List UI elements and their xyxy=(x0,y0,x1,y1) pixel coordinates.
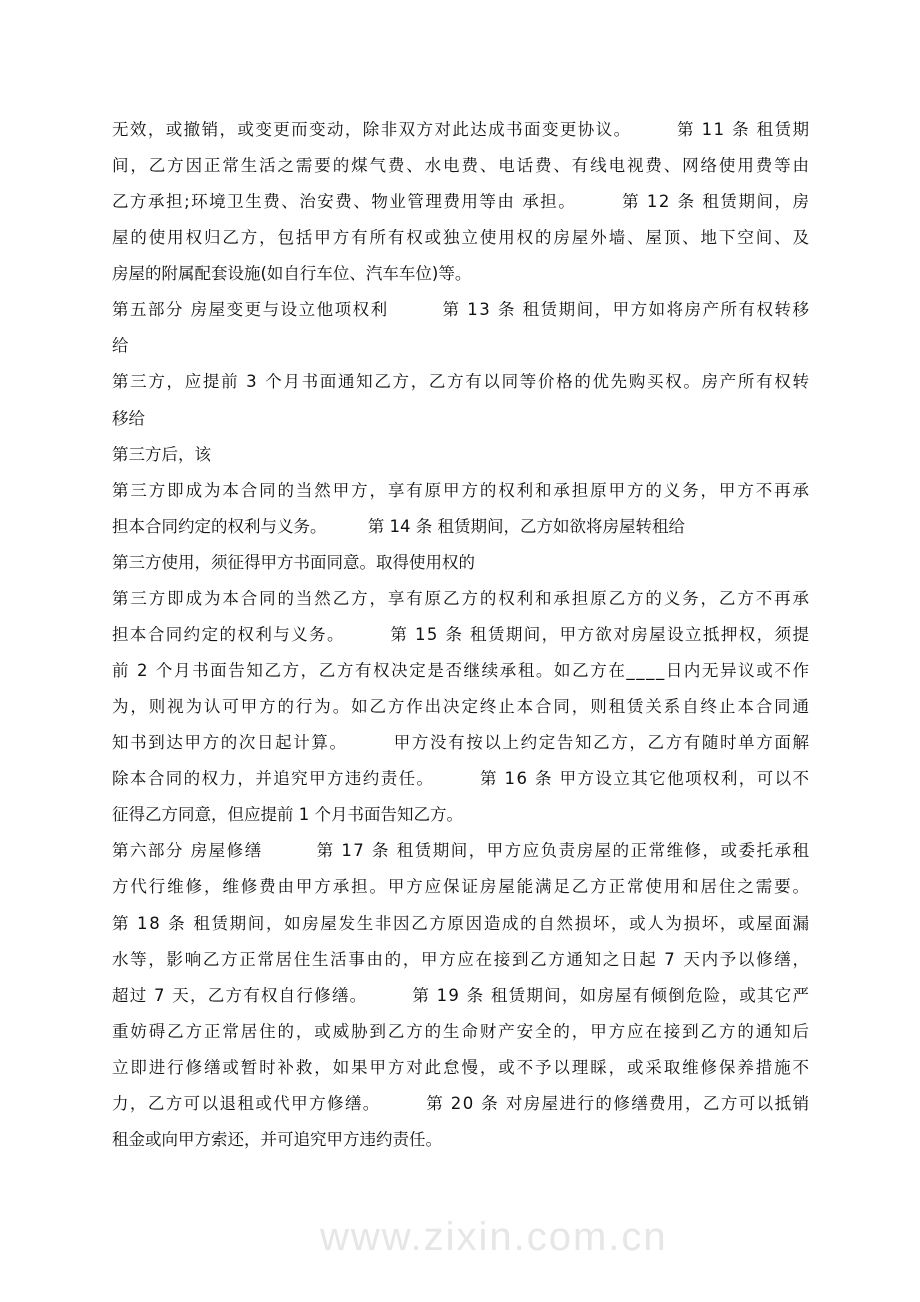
text-line: 第三方后，该 xyxy=(112,445,211,464)
text-line: 第三方即成为本合同的当然甲方，享有原甲方的权利和承担原甲方的义务，甲方不再承 xyxy=(112,481,811,500)
text-line: 给 xyxy=(112,336,129,355)
text-line: 第三方，应提前 3 个月书面通知乙方，乙方有以同等价格的优先购买权。房产所有权转 xyxy=(112,372,811,391)
text-line: 重妨碍乙方正常居住的，或威胁到乙方的生命财产安全的，甲方应在接到乙方的通知后 xyxy=(112,1022,811,1041)
text-line: 第三方使用，须征得甲方书面同意。取得使用权的 xyxy=(112,553,475,572)
text-line: 前 2 个月书面告知乙方，乙方有权决定是否继续承租。如乙方在____日内无异议或不作 xyxy=(112,661,811,680)
text-line: 除本合同的权力，并追究甲方违约责任。 第 16 条 甲方设立其它他项权利，可以不 xyxy=(112,769,811,788)
text-line: 立即进行修缮或暂时补救，如果甲方对此怠慢，或不予以理睬，或采取维修保养措施不 xyxy=(112,1058,811,1077)
text-line: 水等，影响乙方正常居住生活事由的，甲方应在接到乙方通知之日起 7 天内予以修缮， xyxy=(112,950,811,969)
text-line: 无效，或撤销，或变更而变动，除非双方对此达成书面变更协议。 第 11 条 租赁期 xyxy=(112,120,811,139)
text-line: 房屋的附属配套设施(如自行车位、汽车车位)等。 xyxy=(112,264,472,283)
text-line: 方代行维修，维修费由甲方承担。甲方应保证房屋能满足乙方正常使用和居住之需要。 xyxy=(112,877,811,896)
text-line: 乙方承担;环境卫生费、治安费、物业管理费用等由 承担。 第 12 条 租赁期间，房 xyxy=(112,192,811,211)
text-line: 征得乙方同意，但应提前 1 个月书面告知乙方。 xyxy=(112,805,463,824)
text-line: 第五部分 房屋变更与设立他项权利 第 13 条 租赁期间，甲方如将房产所有权转移 xyxy=(112,300,811,319)
text-line: 租金或向甲方索还，并可追究甲方违约责任。 xyxy=(112,1130,442,1149)
text-line: 屋的使用权归乙方，包括甲方有所有权或独立使用权的房屋外墙、屋顶、地下空间、及 xyxy=(112,228,811,247)
text-line: 知书到达甲方的次日起计算。 甲方没有按以上约定告知乙方，乙方有随时单方面解 xyxy=(112,733,811,752)
text-line: 为，则视为认可甲方的行为。如乙方作出决定终止本合同，则租赁关系自终止本合同通 xyxy=(112,697,811,716)
text-line: 第 18 条 租赁期间，如房屋发生非因乙方原因造成的自然损坏，或人为损坏，或屋面漏 xyxy=(112,914,811,933)
text-line: 担本合同约定的权利与义务。 第 14 条 租赁期间，乙方如欲将房屋转租给 xyxy=(112,517,685,536)
watermark: www.zixin.com.cn xyxy=(320,1215,668,1259)
text-line: 第三方即成为本合同的当然乙方，享有原乙方的权利和承担原乙方的义务，乙方不再承 xyxy=(112,589,811,608)
text-line: 移给 xyxy=(112,409,145,428)
text-line: 第六部分 房屋修缮 第 17 条 租赁期间，甲方应负责房屋的正常维修，或委托承租 xyxy=(112,841,811,860)
text-line: 力，乙方可以退租或代甲方修缮。 第 20 条 对房屋进行的修缮费用，乙方可以抵销 xyxy=(112,1094,811,1113)
text-line: 担本合同约定的权利与义务。 第 15 条 租赁期间，甲方欲对房屋设立抵押权，须提 xyxy=(112,625,811,644)
text-line: 间，乙方因正常生活之需要的煤气费、水电费、电话费、有线电视费、网络使用费等由 xyxy=(112,156,811,175)
text-line: 超过 7 天，乙方有权自行修缮。 第 19 条 租赁期间，如房屋有倾倒危险，或其它严 xyxy=(112,986,811,1005)
